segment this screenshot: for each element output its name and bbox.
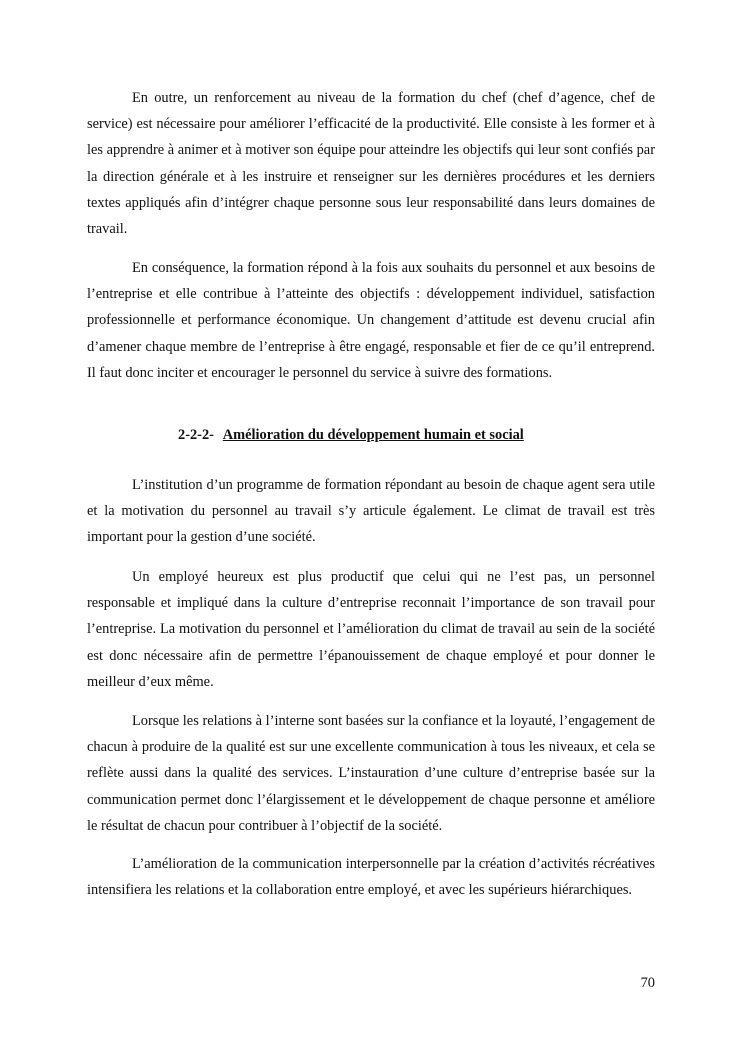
page-number: 70	[640, 975, 655, 991]
paragraph-chef-training: En outre, un renforcement au niveau de la formation du chef (chef d’agence, chef de service) est nécessaire pour améliorer l’efficacité de la productivité. Elle consiste à les former et à les apprendre à animer et à motiver son équipe pour atteindre les objectifs qui leur sont confiés par la direction générale et à les instruire et renseigner sur les dernières procédures et les derniers textes appliqués afin d’intégrer chaque personne sous leur responsabilité dans leurs domaines de travail.	[87, 90, 655, 238]
paragraph-training-program: L’institution d’un programme de formation répondant au besoin de chaque agent sera utile et la motivation du personnel au travail s’y articule également. Le climat de travail est très important pour la gestion d’une société.	[87, 477, 655, 546]
paragraph-training-consequence: En conséquence, la formation répond à la fois aux souhaits du personnel et aux besoins de l’entreprise et elle contribue à l’atteinte des objectifs : développement individuel, satisfaction professionnelle et performance économique. Un changement d’attitude est devenu crucial afin d’amener chaque membre de l’entreprise à être engagé, responsable et fier de ce qu’il entreprend. Il faut donc inciter et encourager le personnel du service à suivre des formations.	[87, 260, 655, 381]
section-number: 2-2-2-	[178, 427, 214, 443]
paragraph-internal-relations: Lorsque les relations à l’interne sont basées sur la confiance et la loyauté, l’engagement de chacun à produire de la qualité est sur une excellente communication à tous les niveaux, et cela se reflète aussi dans la qualité des services. L’instauration d’une culture d’entreprise basée sur la communication permet donc l’élargissement et le développement de chaque personne et améliore le résultat de chacun pour contribuer à l’objectif de la société.	[87, 713, 655, 834]
paragraph-interpersonal-communication: L’amélioration de la communication interpersonnelle par la création d’activités récréatives intensifiera les relations et la collaboration entre employé, et avec les supérieurs hiérarchiques.	[87, 856, 655, 899]
section-title: Amélioration du développement humain et social	[222, 427, 524, 443]
paragraph-happy-employee: Un employé heureux est plus productif que celui qui ne l’est pas, un personnel responsable et impliqué dans la culture d’entreprise reconnait l’importance de son travail pour l’entreprise. La motivation du personnel et l’amélioration du climat de travail au sein de la société est donc nécessaire afin de permettre l’épanouissement de chaque employé et pour donner le meilleur d’eux même.	[87, 569, 655, 690]
section-heading	[178, 424, 524, 446]
